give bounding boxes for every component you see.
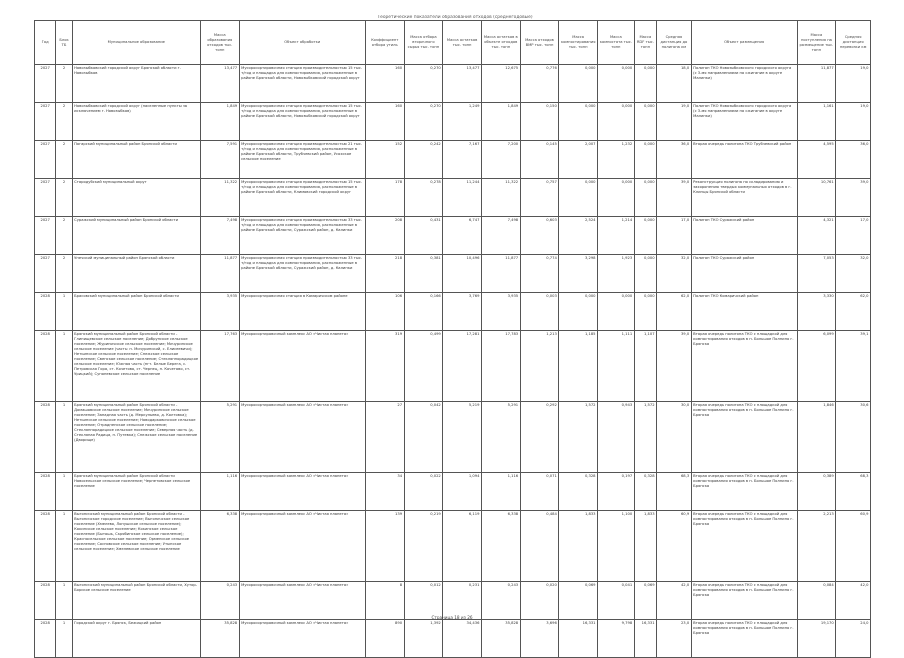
- column-header: Масса компостирования тыс. тонн: [559, 21, 598, 65]
- table-row: [35, 217, 871, 255]
- cell-c6: 0,000: [559, 293, 598, 331]
- cell-c6: 0,069: [559, 582, 598, 620]
- cell-disposal: Вторая очередь полигона ТКО с площадкой для компостирования отходов в п. Большое Полпино г. Брянска: [691, 402, 797, 473]
- cell-c4: 35,828: [481, 620, 520, 658]
- cell-c11: 24,0: [836, 620, 871, 658]
- cell-disposal: Полигон ТКО Новозыбковского городского округа (с 3-мя направлениями на сжигание в округе Малинки): [691, 65, 797, 103]
- cell-c1: 178: [365, 179, 404, 217]
- cell-c4: 7,498: [481, 217, 520, 255]
- cell-object: Мусоросортировочный комплекс АО «Чистая планета»: [239, 582, 365, 620]
- cell-c1: 890: [365, 620, 404, 658]
- column-header: Масса остатков тыс. тонн: [443, 21, 482, 65]
- cell-c9: 23,0: [657, 620, 692, 658]
- cell-c5: 3,696: [520, 620, 559, 658]
- cell-c6: 1,185: [559, 331, 598, 402]
- cell-c11: 39,1: [836, 331, 871, 402]
- column-header: Масса отходов ВМР тыс. тонн: [520, 21, 559, 65]
- cell-year: 2028: [35, 511, 56, 582]
- cell-c4: 11,877: [481, 255, 520, 293]
- cell-c5: 0,484: [520, 511, 559, 582]
- cell-c11: 42,0: [836, 582, 871, 620]
- cell-c4: 17,783: [481, 331, 520, 402]
- cell-c8: 16,331: [634, 620, 656, 658]
- cell-block: 1: [56, 582, 72, 620]
- cell-c2: 0,022: [404, 473, 443, 511]
- cell-c11: 39,0: [836, 179, 871, 217]
- cell-c11: 19,0: [836, 103, 871, 141]
- cell-c7: 0,000: [598, 103, 635, 141]
- cell-c4: 1,849: [481, 103, 520, 141]
- cell-c9: 60,9: [657, 511, 692, 582]
- cell-c5: 0,603: [520, 217, 559, 255]
- cell-municipality: Новозыбковский городской округ Брянской области г. Новозыбков: [72, 65, 200, 103]
- cell-c11: 32,0: [836, 255, 871, 293]
- cell-c7: 1,923: [598, 255, 635, 293]
- cell-c5: 0,071: [520, 473, 559, 511]
- cell-c6: 0,000: [559, 103, 598, 141]
- cell-c8: 0,328: [634, 473, 656, 511]
- cell-object: Мусоросортировочная станция производительностью 15 тыс. т/год и площадка для компостирования, расположенные в районе Брянской области, Новозыбковский городской округ: [239, 103, 365, 141]
- cell-c5: 0,757: [520, 179, 559, 217]
- cell-mass: 11,877: [200, 255, 239, 293]
- cell-disposal: Полигон ТКО Суражский район: [691, 255, 797, 293]
- cell-municipality: Городской округ г. Брянск, Бежицкий район: [72, 620, 200, 658]
- cell-disposal: Вторая очередь полигона ТКО с площадкой для компостирования отходов в п. Большое Полпино г. Брянска: [691, 582, 797, 620]
- cell-block: 2: [56, 255, 72, 293]
- cell-block: 1: [56, 331, 72, 402]
- cell-c2: 1,392: [404, 620, 443, 658]
- cell-municipality: Брянский муниципальный район Брянской области - Домашовское сельское поселение; Мичуринское сельское поселение; Западная часть (д. Меркульево, д. Колтовка); Нетьинское сельское поселение; Новодарковичское сельское поселение; Отрадненское сельское поселение; Стекляннорадицкое сельское поселение; Северная часть (д. Стекляная Радица, п. Путевка); Снежское сельское поселение (Дворище): [72, 402, 200, 473]
- cell-c1: 139: [365, 511, 404, 582]
- cell-object: Мусоросортировочная станция производительностью 33 тыс. т/год и площадка для компостирования, расположенные в районе Брянской области, Суражский район, д. Калинки: [239, 255, 365, 293]
- cell-c1: 160: [365, 65, 404, 103]
- cell-c9: 19,0: [657, 103, 692, 141]
- cell-c4: 5,291: [481, 402, 520, 473]
- cell-c3: 6,747: [443, 217, 482, 255]
- cell-mass: 7,591: [200, 141, 239, 179]
- cell-c6: 3,298: [559, 255, 598, 293]
- cell-block: 2: [56, 103, 72, 141]
- cell-c6: 16,331: [559, 620, 598, 658]
- cell-disposal: Вторая очередь полигона ТКО с площадкой для компостирования отходов в п. Большое Полпино г. Брянска: [691, 511, 797, 582]
- cell-c4: 11,322: [481, 179, 520, 217]
- cell-c2: 0,270: [404, 65, 443, 103]
- table-row: [35, 511, 871, 582]
- column-header: Блок ТБ: [56, 21, 72, 65]
- cell-disposal: Вторая очередь полигона ТКО Трубчевский район: [691, 141, 797, 179]
- cell-c9: 36,0: [657, 141, 692, 179]
- cell-c2: 0,166: [404, 293, 443, 331]
- cell-c7: 1,232: [598, 141, 635, 179]
- cell-c6: 0,000: [559, 65, 598, 103]
- cell-c2: 0,431: [404, 217, 443, 255]
- cell-c3: 11,244: [443, 179, 482, 217]
- cell-municipality: Выгоничский муниципальный район Брянской области, Хутор-Борское сельское поселение: [72, 582, 200, 620]
- cell-mass: 1,849: [200, 103, 239, 141]
- cell-c2: 0,242: [404, 141, 443, 179]
- cell-year: 2027: [35, 255, 56, 293]
- cell-municipality: Новозыбковский городской округ (населенные пункты за исключением г. Новозыбков): [72, 103, 200, 141]
- cell-c6: 1,572: [559, 402, 598, 473]
- cell-block: 1: [56, 473, 72, 511]
- cell-c9: 39,0: [657, 179, 692, 217]
- cell-c8: 0,000: [634, 179, 656, 217]
- cell-c11: 19,0: [836, 65, 871, 103]
- cell-c7: 0,000: [598, 65, 635, 103]
- cell-year: 2028: [35, 331, 56, 402]
- table-title: Теоретические показатели образования отходов (среднегодовые): [377, 15, 533, 20]
- cell-c8: 0,000: [634, 141, 656, 179]
- table-row: [35, 620, 871, 658]
- cell-c7: 0,000: [598, 179, 635, 217]
- cell-mass: 5,291: [200, 402, 239, 473]
- column-header: Коэффициент отбора утиль: [365, 21, 404, 65]
- cell-c5: 0,776: [520, 65, 559, 103]
- table-body: [35, 65, 871, 658]
- cell-c10: 4,595: [797, 141, 836, 179]
- cell-year: 2028: [35, 402, 56, 473]
- cell-c10: 0,084: [797, 582, 836, 620]
- cell-object: Мусоросортировочная станция производительностью 21 тыс. т/год и площадка для компостирования, расположенные в районе Брянской области, Трубчевский район, Усохское сельское поселение: [239, 141, 365, 179]
- cell-c3: 1,249: [443, 103, 482, 141]
- cell-c10: 4,321: [797, 217, 836, 255]
- column-header: Масса поступления на размещение тыс. тонн: [797, 21, 836, 65]
- cell-mass: 13,477: [200, 65, 239, 103]
- cell-c3: 5,219: [443, 402, 482, 473]
- cell-c7: 1,214: [598, 217, 635, 255]
- cell-block: 1: [56, 293, 72, 331]
- column-header: Год: [35, 21, 56, 65]
- cell-c3: 13,477: [443, 65, 482, 103]
- cell-mass: 7,498: [200, 217, 239, 255]
- cell-c1: 208: [365, 217, 404, 255]
- cell-c3: 34,436: [443, 620, 482, 658]
- cell-c11: 60,9: [836, 511, 871, 582]
- cell-c2: 0,012: [404, 582, 443, 620]
- table-row: [35, 473, 871, 511]
- cell-disposal: Вторая очередь полигона ТКО с площадкой для компостирования отходов в п. Большое Полпино г. Брянска: [691, 473, 797, 511]
- cell-object: Мусоросортировочная станция производительностью 15 тыс. т/год и площадка для компостирования, расположенные в районе Брянской области, Новозыбковский городской округ: [239, 65, 365, 103]
- cell-c6: 2,524: [559, 217, 598, 255]
- cell-municipality: Выгоничский муниципальный район Брянской области - Выгоничское городское поселение; Выгоничское сельское поселение (Хмелево, Лопушское сельское поселение); Кокинское сельское поселение; Кокинское сельское поселение (Бытошь, Скрябинское сельское поселение); Красносельское сельское поселение; Орменское сельское поселение; Сосновское сельское поселение; Утынское сельское поселение; Хмелевское сельское поселение: [72, 511, 200, 582]
- cell-c8: 1,833: [634, 511, 656, 582]
- cell-c6: 0,328: [559, 473, 598, 511]
- cell-c4: 3,935: [481, 293, 520, 331]
- cell-c8: 0,000: [634, 293, 656, 331]
- cell-c2: 0,042: [404, 402, 443, 473]
- cell-c7: 0,943: [598, 402, 635, 473]
- table-row: [35, 582, 871, 620]
- cell-c9: 30,0: [657, 402, 692, 473]
- cell-object: Мусоросортировочная станция производительностью 15 тыс. т/год и площадка для компостирования, расположенные в районе Брянской области, Климовский городской округ: [239, 179, 365, 217]
- cell-year: 2027: [35, 103, 56, 141]
- cell-c3: 10,496: [443, 255, 482, 293]
- cell-object: Мусоросортировочный комплекс АО «Чистая планета»: [239, 511, 365, 582]
- cell-c11: 17,0: [836, 217, 871, 255]
- cell-mass: 1,116: [200, 473, 239, 511]
- cell-object: Мусоросортировочный комплекс АО «Чистая планета»: [239, 331, 365, 402]
- cell-c8: 0,069: [634, 582, 656, 620]
- cell-c7: 0,197: [598, 473, 635, 511]
- cell-object: Мусоросортировочная станция производительностью 33 тыс. т/год и площадка для компостирования, расположенные в районе Брянской области, Суражский район, д. Калинки: [239, 217, 365, 255]
- cell-block: 2: [56, 179, 72, 217]
- column-header: Масса RDF тыс. тонн: [634, 21, 656, 65]
- cell-c4: 12,675: [481, 65, 520, 103]
- cell-year: 2028: [35, 582, 56, 620]
- column-header: Масса отбора вторичного сырья тыс. тонн: [404, 21, 443, 65]
- cell-disposal: Полигон ТКО Новозыбковского городского округа (с 3-мя направлениями на сжигание в округе Малинки): [691, 103, 797, 141]
- cell-c10: 10,761: [797, 179, 836, 217]
- cell-year: 2027: [35, 65, 56, 103]
- cell-mass: 17,763: [200, 331, 239, 402]
- column-header: Масса остатков в объекте отходов тыс. тонн: [481, 21, 520, 65]
- table-row: [35, 331, 871, 402]
- column-header: Объект размещения: [691, 21, 797, 65]
- cell-disposal: Вторая очередь полигона ТКО с площадкой для компостирования отходов в п. Большое Полпино г. Брянска: [691, 331, 797, 402]
- cell-disposal: Полигон ТКО Комаричский район: [691, 293, 797, 331]
- cell-c9: 32,0: [657, 255, 692, 293]
- cell-c8: 1,572: [634, 402, 656, 473]
- cell-c7: 1,111: [598, 331, 635, 402]
- cell-c10: 2,213: [797, 511, 836, 582]
- table-row: [35, 293, 871, 331]
- cell-c5: 0,774: [520, 255, 559, 293]
- cell-municipality: Погарский муниципальный район Брянской области: [72, 141, 200, 179]
- cell-block: 2: [56, 141, 72, 179]
- cell-c5: 0,292: [520, 402, 559, 473]
- cell-disposal: Реконструкция полигона по складированию и захоронению твердых коммунальных отходов в г. Клинцы Брянской области: [691, 179, 797, 217]
- cell-c11: 30,6: [836, 402, 871, 473]
- cell-c11: 36,0: [836, 141, 871, 179]
- cell-c1: 319: [365, 331, 404, 402]
- table-row: [35, 141, 871, 179]
- cell-c11: 62,0: [836, 293, 871, 331]
- cell-municipality: Брянский муниципальный район Брянской области - Глинищевское сельское поселение; Добрунское сельское поселение; Журиничское сельское поселение; Мичуринское сельское поселение (часть: п. Мичуринский, с. Елисеевичи); Нетьинское сельское поселение; Снежское сельское поселение; Свенское сельское поселение; Стекляннорадицкое сельское поселение; Южная часть (пгт. Белые Берега, с. Петровская Гора, ст. Кочетово, ст. Чернец, п. Кочетово, ст. Урицкий); Супоневское сельское поселение: [72, 331, 200, 402]
- cell-c3: 7,167: [443, 141, 482, 179]
- column-header: Масса образования отходов тыс. тонн: [200, 21, 239, 65]
- column-header: Средняя дистанция до полигона км: [657, 21, 692, 65]
- cell-year: 2028: [35, 620, 56, 658]
- cell-c10: 19,170: [797, 620, 836, 658]
- cell-municipality: Суражский муниципальный район Брянской области: [72, 217, 200, 255]
- cell-c9: 17,0: [657, 217, 692, 255]
- cell-mass: 3,935: [200, 293, 239, 331]
- column-header: Средняя дистанция перевозки км: [836, 21, 871, 65]
- cell-c3: 17,281: [443, 331, 482, 402]
- cell-c8: 0,000: [634, 103, 656, 141]
- cell-mass: 6,338: [200, 511, 239, 582]
- table-row: [35, 103, 871, 141]
- cell-c2: 0,270: [404, 103, 443, 141]
- cell-block: 1: [56, 620, 72, 658]
- cell-mass: 0,243: [200, 582, 239, 620]
- cell-c6: 0,000: [559, 179, 598, 217]
- cell-c7: 1,100: [598, 511, 635, 582]
- cell-c11: 68,3: [836, 473, 871, 511]
- table-row: [35, 65, 871, 103]
- cell-municipality: Стародубский муниципальный округ: [72, 179, 200, 217]
- column-header: Муниципальное образование: [72, 21, 200, 65]
- cell-c6: 2,007: [559, 141, 598, 179]
- cell-c8: 0,000: [634, 217, 656, 255]
- cell-c5: 0,145: [520, 141, 559, 179]
- cell-c2: 0,381: [404, 255, 443, 293]
- cell-municipality: Брасовский муниципальный район Брянской области: [72, 293, 200, 331]
- cell-c1: 8: [365, 582, 404, 620]
- cell-block: 2: [56, 217, 72, 255]
- cell-c10: 0,389: [797, 473, 836, 511]
- cell-c5: 1,213: [520, 331, 559, 402]
- cell-c10: 6,099: [797, 331, 836, 402]
- cell-c10: 1,161: [797, 103, 836, 141]
- cell-c1: 27: [365, 402, 404, 473]
- cell-mass: 11,322: [200, 179, 239, 217]
- cell-block: 1: [56, 402, 72, 473]
- cell-c4: 0,243: [481, 582, 520, 620]
- cell-c3: 0,231: [443, 582, 482, 620]
- cell-c7: 9,798: [598, 620, 635, 658]
- cell-mass: 35,828: [200, 620, 239, 658]
- cell-c9: 18,0: [657, 65, 692, 103]
- cell-c9: 68,3: [657, 473, 692, 511]
- cell-year: 2027: [35, 179, 56, 217]
- cell-c10: 11,877: [797, 65, 836, 103]
- cell-block: 1: [56, 511, 72, 582]
- cell-c2: 0,219: [404, 511, 443, 582]
- cell-c2: 0,278: [404, 179, 443, 217]
- cell-object: Мусоросортировочный комплекс АО «Чистая планета»: [239, 620, 365, 658]
- cell-c6: 1,833: [559, 511, 598, 582]
- column-header: Масса компостата тыс. тонн: [598, 21, 635, 65]
- table-header: [35, 21, 871, 65]
- cell-c7: 0,041: [598, 582, 635, 620]
- cell-c9: 42,0: [657, 582, 692, 620]
- cell-year: 2027: [35, 141, 56, 179]
- cell-c1: 34: [365, 473, 404, 511]
- cell-municipality: Унечский муниципальный район Брянской области: [72, 255, 200, 293]
- cell-c5: 0,003: [520, 293, 559, 331]
- cell-object: Мусоросортировочная станция в Комаричском районе: [239, 293, 365, 331]
- cell-c8: 0,000: [634, 65, 656, 103]
- cell-c1: 152: [365, 141, 404, 179]
- cell-c1: 160: [365, 103, 404, 141]
- cell-object: Мусоросортировочный комплекс АО «Чистая планета»: [239, 402, 365, 473]
- cell-c3: 1,094: [443, 473, 482, 511]
- waste-table: [34, 20, 871, 658]
- cell-c3: 3,769: [443, 293, 482, 331]
- cell-c9: 39,0: [657, 331, 692, 402]
- cell-c1: 218: [365, 255, 404, 293]
- cell-c5: 0,020: [520, 582, 559, 620]
- cell-c5: 0,150: [520, 103, 559, 141]
- cell-disposal: Полигон ТКО Суражский район: [691, 217, 797, 255]
- table-row: [35, 402, 871, 473]
- cell-c4: 1,116: [481, 473, 520, 511]
- cell-object: Мусоросортировочный комплекс АО «Чистая планета»: [239, 473, 365, 511]
- cell-c10: 3,330: [797, 293, 836, 331]
- cell-c8: 0,000: [634, 255, 656, 293]
- cell-year: 2028: [35, 473, 56, 511]
- cell-c3: 6,119: [443, 511, 482, 582]
- cell-c1: 106: [365, 293, 404, 331]
- table-row: [35, 255, 871, 293]
- cell-block: 2: [56, 65, 72, 103]
- page-footer: Страница 18 из 26: [431, 615, 473, 620]
- cell-disposal: Вторая очередь полигона ТКО с площадкой для компостирования отходов в п. Большое Полпино г. Брянска: [691, 620, 797, 658]
- table-row: [35, 179, 871, 217]
- cell-c8: 1,107: [634, 331, 656, 402]
- cell-c2: 0,499: [404, 331, 443, 402]
- cell-year: 2028: [35, 293, 56, 331]
- cell-c10: 7,053: [797, 255, 836, 293]
- cell-year: 2027: [35, 217, 56, 255]
- cell-c10: 1,846: [797, 402, 836, 473]
- column-header: Объект обработки: [239, 21, 365, 65]
- cell-c4: 6,338: [481, 511, 520, 582]
- cell-c4: 7,200: [481, 141, 520, 179]
- cell-c9: 62,0: [657, 293, 692, 331]
- cell-municipality: Брянский муниципальный район Брянской области Новосельское сельское поселение; Чернетовское сельское поселение: [72, 473, 200, 511]
- cell-c7: 0,000: [598, 293, 635, 331]
